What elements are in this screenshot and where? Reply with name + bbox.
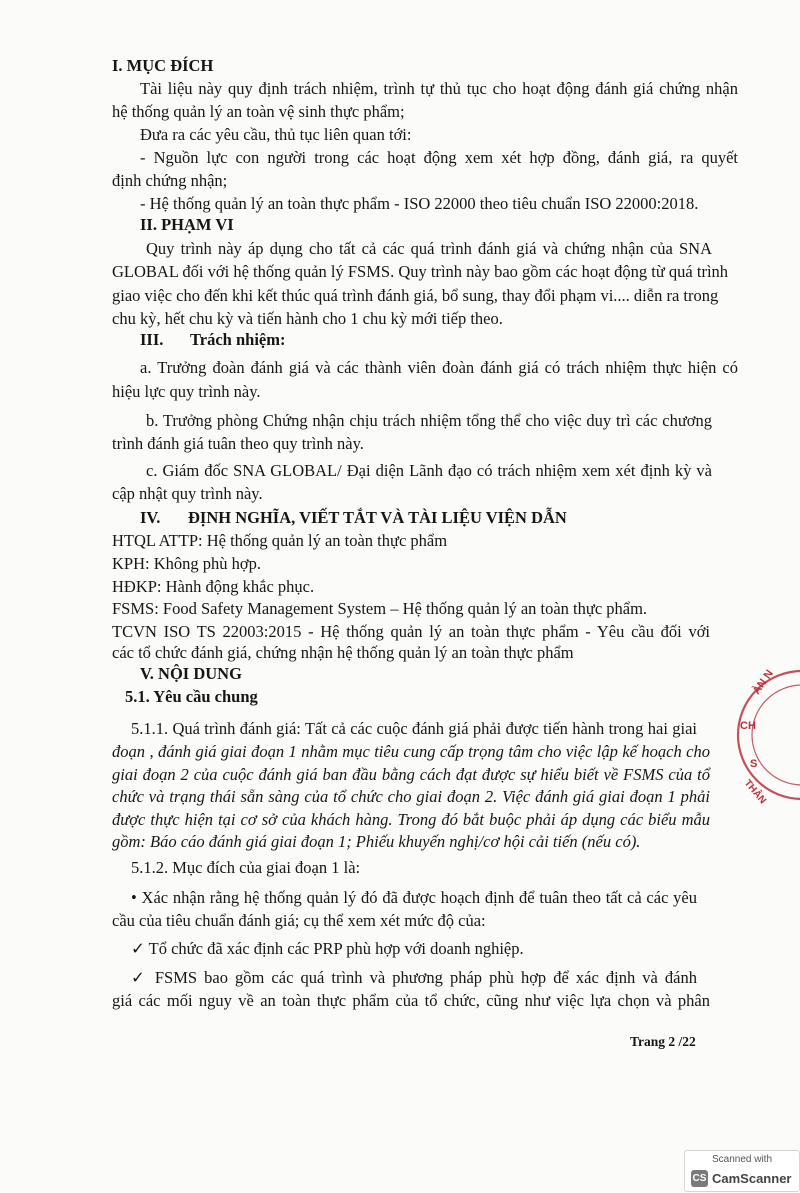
camscanner-watermark bbox=[684, 1150, 800, 1192]
bullet-line: cầu của tiêu chuẩn đánh giá; cụ thể xem xét mức độ của: bbox=[112, 911, 486, 930]
scope-paragraph-line: giao việc cho đến khi kết thúc quá trình đánh giá, bổ sung, thay đổi phạm vi.... diễn ra trong bbox=[112, 286, 719, 305]
scope-paragraph-line: Quy trình này áp dụng cho tất cả các quá trình đánh giá và chứng nhận của SNA bbox=[146, 239, 712, 258]
definition-line: KPH: Không phù hợp. bbox=[112, 554, 261, 573]
purpose-bullet-line: - Nguồn lực con người trong các hoạt động xem xét hợp đồng, đánh giá, ra quyết bbox=[140, 148, 738, 167]
section-number: III. bbox=[140, 330, 164, 349]
responsibility-item-line: a. Trưởng đoàn đánh giá và các thành viên đoàn đánh giá có trách nhiệm thực hiện có bbox=[140, 358, 738, 377]
paragraph-5-1-2: 5.1.2. Mục đích của giai đoạn 1 là: bbox=[131, 858, 361, 877]
purpose-paragraph-line: Tài liệu này quy định trách nhiệm, trình tự thủ tục cho hoạt động đánh giá chứng nhận bbox=[140, 79, 738, 98]
paragraph-5-1-1-line: 5.1.1. Quá trình đánh giá: Tất cả các cuộc đánh giá phải được tiến hành trong hai giai bbox=[131, 719, 697, 738]
purpose-bullet-line: định chứng nhận; bbox=[112, 171, 228, 190]
responsibility-item-line: trình đánh giá tuân theo quy trình này. bbox=[112, 434, 364, 453]
subsection-heading: 5.1. Yêu cầu chung bbox=[125, 687, 258, 706]
responsibility-item-line: c. Giám đốc SNA GLOBAL/ Đại diện Lãnh đạo có trách nhiệm xem xét định kỳ và bbox=[146, 461, 712, 480]
scope-paragraph-line: chu kỳ, hết chu kỳ và tiến hành cho 1 chu kỳ mới tiếp theo. bbox=[112, 309, 503, 328]
section-heading-scope: II. PHẠM VI bbox=[140, 215, 234, 234]
scope-paragraph-line: GLOBAL đối với hệ thống quản lý FSMS. Quy trình này bao gồm các hoạt động từ quá trình bbox=[112, 262, 729, 281]
svg-text:S: S bbox=[750, 758, 758, 770]
page-number: Trang 2 /22 bbox=[630, 1034, 696, 1049]
purpose-paragraph-line: hệ thống quản lý an toàn vệ sinh thực phẩm; bbox=[112, 102, 405, 121]
paragraph-5-1-1-line: đoạn , đánh giá giai đoạn 1 nhằm mục tiêu cung cấp trọng tâm cho việc lập kế hoạch cho bbox=[112, 742, 710, 761]
section-title: Trách nhiệm: bbox=[190, 330, 286, 349]
section-heading-definitions bbox=[140, 507, 567, 529]
responsibility-item-line: b. Trưởng phòng Chứng nhận chịu trách nhiệm tổng thể cho việc duy trì các chương bbox=[146, 411, 712, 430]
definition-line: HTQL ATTP: Hệ thống quản lý an toàn thực phẩm bbox=[112, 531, 448, 550]
responsibility-item-line: hiệu lực quy trình này. bbox=[112, 382, 261, 401]
scanned-with-label: Scanned with bbox=[711, 1154, 773, 1165]
section-title: ĐỊNH NGHĨA, VIẾT TẮT VÀ TÀI LIỆU VIỆN DẪN bbox=[188, 508, 567, 527]
definition-line: HĐKP: Hành động khắc phục. bbox=[112, 577, 315, 596]
checkmark-item-line: giá các mối nguy về an toàn thực phẩm của tổ chức, cũng như việc lựa chọn và phân bbox=[112, 991, 710, 1010]
checkmark-item-line: ✓ FSMS bao gồm các quá trình và phương pháp phù hợp để xác định và đánh bbox=[131, 968, 697, 987]
paragraph-5-1-1-line: gồm: Báo cáo đánh giá giai đoạn 1; Phiếu khuyến nghị/cơ hội cải tiến (nếu có). bbox=[112, 832, 641, 851]
section-heading-responsibility bbox=[140, 329, 285, 351]
seal-graphic bbox=[730, 665, 800, 805]
bullet-line: • Xác nhận rằng hệ thống quản lý đó đã được hoạch định để tuân theo tất cả các yêu bbox=[131, 888, 697, 907]
camscanner-brand: CamScanner bbox=[712, 1171, 792, 1186]
purpose-bullet-line: - Hệ thống quản lý an toàn thực phẩm - ISO 22000 theo tiêu chuẩn ISO 22000:2018. bbox=[140, 194, 699, 213]
purpose-paragraph-line: Đưa ra các yêu cầu, thủ tục liên quan tới: bbox=[140, 125, 412, 144]
svg-text:THÂN: THÂN bbox=[741, 777, 768, 805]
checkmark-item: ✓ Tổ chức đã xác định các PRP phù hợp với doanh nghiệp. bbox=[131, 939, 524, 958]
section-heading-content: V. NỘI DUNG bbox=[140, 664, 242, 683]
svg-text:ÀN N: ÀN N bbox=[750, 667, 776, 697]
definition-line: FSMS: Food Safety Management System – Hệ thống quản lý an toàn thực phẩm. bbox=[112, 599, 648, 618]
definition-line: TCVN ISO TS 22003:2015 - Hệ thống quản lý an toàn thực phẩm - Yêu cầu đối với bbox=[112, 622, 710, 641]
paragraph-5-1-1-line: được thực hiện tại cơ sở của khách hàng. Trong đó bắt buộc phải áp dụng các biểu mẫu bbox=[112, 810, 710, 829]
definition-line: các tổ chức đánh giá, chứng nhận hệ thống quản lý an toàn thực phẩm bbox=[112, 643, 574, 662]
camscanner-logo-icon: CS bbox=[691, 1170, 708, 1187]
section-heading-purpose: I. MỤC ĐÍCH bbox=[112, 56, 214, 75]
svg-text:CH: CH bbox=[740, 720, 756, 732]
paragraph-5-1-1-line: chức và trạng thái sẵn sàng của tổ chức cho giai đoạn 2. Việc đánh giá giai đoạn 1 phải bbox=[112, 787, 710, 806]
responsibility-item-line: cập nhật quy trình này. bbox=[112, 484, 263, 503]
section-number: IV. bbox=[140, 508, 161, 527]
stamp-seal bbox=[730, 665, 800, 805]
paragraph-5-1-1-line: giai đoạn 2 của cuộc đánh giá ban đầu bằng cách đạt được sự hiểu biết về FSMS của tổ bbox=[112, 765, 710, 784]
